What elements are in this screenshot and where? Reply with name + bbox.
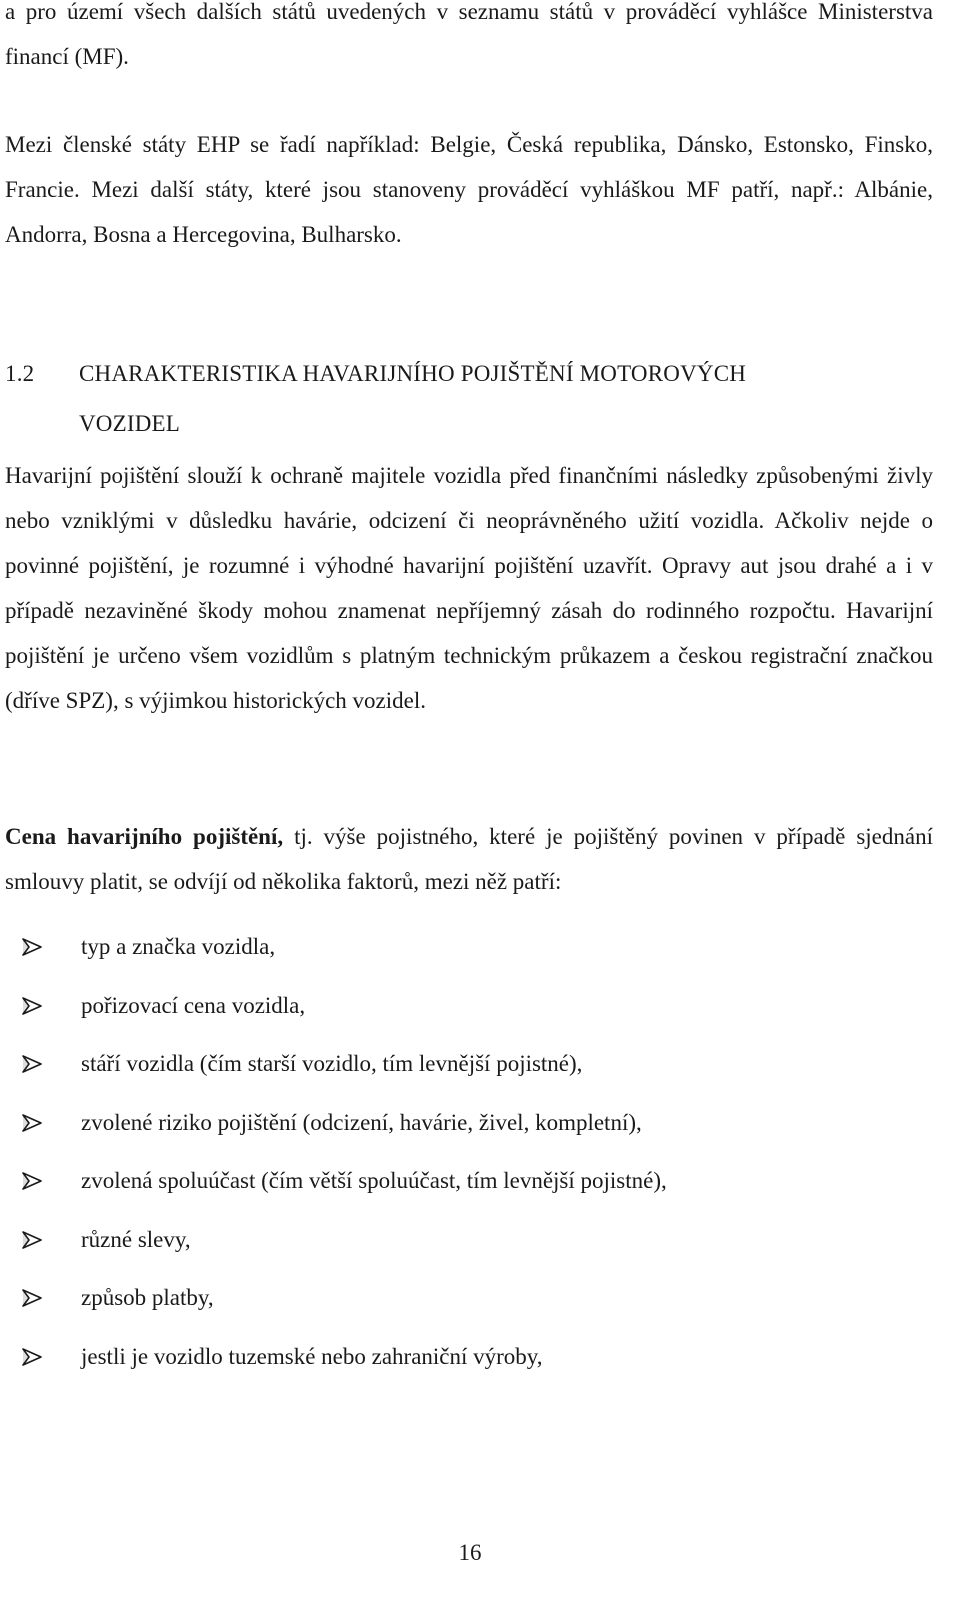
list-item-text: různé slevy,: [81, 1226, 191, 1252]
paragraph-cena: [5, 814, 933, 904]
list-item: [5, 1269, 935, 1328]
arrowhead-bullet-icon: [22, 1054, 42, 1074]
factor-list: [5, 918, 935, 1386]
list-item: [5, 1035, 935, 1094]
section-title-line1: CHARAKTERISTIKA HAVARIJNÍHO POJIŠTĚNÍ MOTOROVÝCH: [79, 361, 747, 386]
list-item-text: stáří vozidla (čím starší vozidlo, tím levnější pojistné),: [81, 1051, 583, 1077]
list-item-text: typ a značka vozidla,: [81, 934, 276, 960]
list-item: [5, 977, 935, 1036]
arrowhead-bullet-icon: [22, 1347, 42, 1367]
list-item: [5, 918, 935, 977]
section-heading: [5, 349, 935, 449]
section-title-line2: VOZIDEL: [79, 411, 181, 436]
cena-bold-term: Cena havarijního pojištění,: [5, 824, 284, 849]
page-number: 16: [458, 1540, 482, 1565]
list-item: [5, 1152, 935, 1211]
section-number: 1.2: [5, 361, 35, 386]
list-item: [5, 1094, 935, 1153]
arrowhead-bullet-icon: [22, 937, 42, 957]
list-item-text: zvolená spoluúčast (čím větší spoluúčast, tím levnější pojistné),: [81, 1168, 667, 1194]
list-item: [5, 1211, 935, 1270]
paragraph-havarijni: Havarijní pojištění slouží k ochraně majitele vozidla před finančními následky způsobenými živly nebo vzniklými v důsledku havárie, odcizení či neoprávněného užití vozidla. Ačkoliv nejde o povinné pojištění, je rozumné i výhodné havarijní pojištění uzavřít. Opravy aut jsou drahé a i v případě nezaviněné škody mohou znamenat nepříjemný zásah do rodinného rozpočtu. Havarijní pojištění je určeno všem vozidlům s platným technickým průkazem a českou registrační značkou (dříve SPZ), s výjimkou historických vozidel.: [5, 463, 933, 713]
list-item-text: pořizovací cena vozidla,: [81, 992, 306, 1018]
arrowhead-bullet-icon: [22, 1171, 42, 1191]
paragraph-continuation: a pro území všech dalších států uvedených v seznamu států v prováděcí vyhlášce Ministerstva financí (MF).: [5, 0, 933, 69]
arrowhead-bullet-icon: [22, 1288, 42, 1308]
arrowhead-bullet-icon: [22, 996, 42, 1016]
list-item-text: jestli je vozidlo tuzemské nebo zahraniční výroby,: [81, 1343, 543, 1369]
paragraph-ehp-states: Mezi členské státy EHP se řadí například: Belgie, Česká republika, Dánsko, Estonsko, Finsko, Francie. Mezi další státy, které jsou stanoveny prováděcí vyhláškou MF patří, např.: Albánie, Andorra, Bosna a Hercegovina, Bulharsko.: [5, 132, 933, 247]
arrowhead-bullet-icon: [22, 1113, 42, 1133]
arrowhead-bullet-icon: [22, 1230, 42, 1250]
list-item-text: způsob platby,: [81, 1285, 214, 1311]
cena-rest-text: tj. výše pojistného, které je pojištěný povinen v případě sjednání smlouvy platit, se odvíjí od několika faktorů, mezi něž patří:: [5, 824, 933, 894]
list-item-text: zvolené riziko pojištění (odcizení, havárie, živel, kompletní),: [81, 1109, 642, 1135]
list-item: [5, 1328, 935, 1387]
